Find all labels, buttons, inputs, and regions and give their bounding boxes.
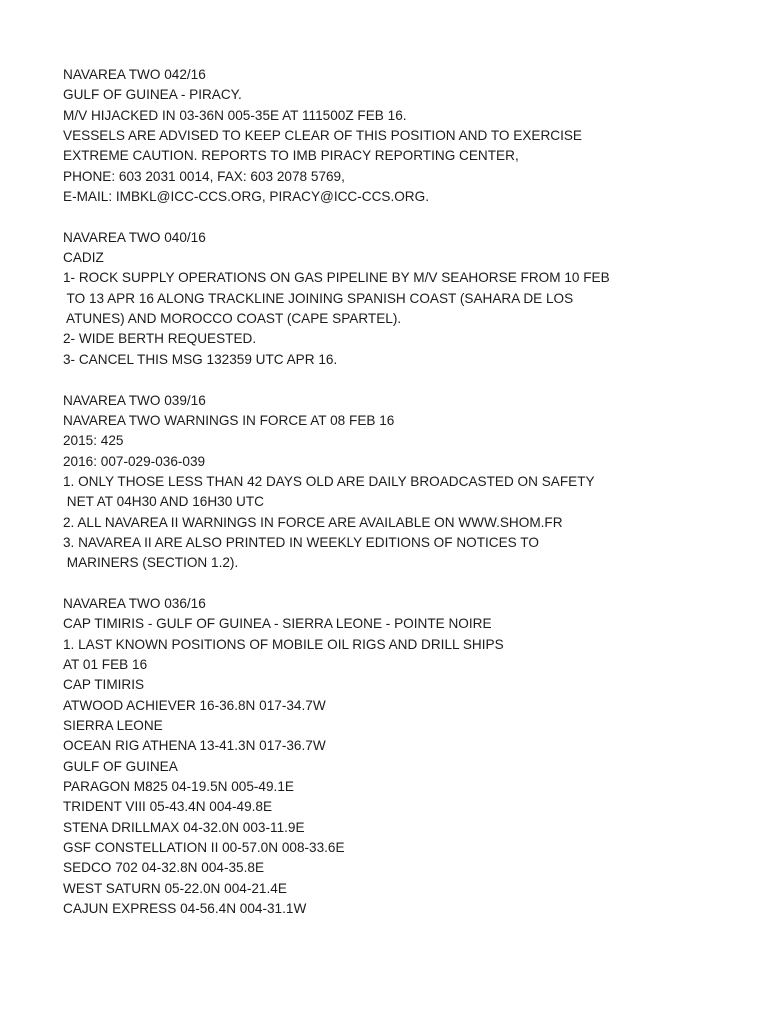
- rig-position: SEDCO 702 04-32.8N 004-35.8E: [63, 860, 265, 876]
- warning-text: 3- CANCEL THIS MSG 132359 UTC APR 16.: [63, 351, 338, 367]
- warning-text: ATUNES) AND MOROCCO COAST (CAPE SPARTEL).: [63, 311, 402, 327]
- warning-text: M/V HIJACKED IN 03-36N 005-35E AT 111500Z FEB 16.: [63, 107, 407, 123]
- warning-text: 2- WIDE BERTH REQUESTED.: [63, 331, 257, 347]
- warning-text: AT 01 FEB 16: [63, 656, 148, 672]
- rig-position: PARAGON M825 04-19.5N 005-49.1E: [63, 779, 294, 795]
- region-heading: CAP TIMIRIS: [63, 677, 145, 693]
- rig-position: ATWOOD ACHIEVER 16-36.8N 017-34.7W: [63, 697, 326, 713]
- warning-040-16: [63, 228, 753, 370]
- warning-area: NAVAREA TWO WARNINGS IN FORCE AT 08 FEB 16: [63, 412, 395, 428]
- warning-title: NAVAREA TWO 042/16: [63, 67, 206, 82]
- warning-title: NAVAREA TWO 040/16: [63, 229, 206, 245]
- warning-text: VESSELS ARE ADVISED TO KEEP CLEAR OF THIS POSITION AND TO EXERCISE: [63, 128, 583, 144]
- warning-area: GULF OF GUINEA - PIRACY.: [63, 87, 242, 103]
- warning-text: 2015: 425: [63, 433, 124, 449]
- warning-text: TO 13 APR 16 ALONG TRACKLINE JOINING SPANISH COAST (SAHARA DE LOS: [63, 290, 574, 306]
- warning-text: EXTREME CAUTION. REPORTS TO IMB PIRACY REPORTING CENTER,: [63, 148, 519, 164]
- warning-area: CAP TIMIRIS - GULF OF GUINEA - SIERRA LEONE - POINTE NOIRE: [63, 616, 492, 632]
- rig-position: CAJUN EXPRESS 04-56.4N 004-31.1W: [63, 901, 307, 917]
- warning-area: CADIZ: [63, 250, 104, 266]
- warning-text: 3. NAVAREA II ARE ALSO PRINTED IN WEEKLY EDITIONS OF NOTICES TO: [63, 534, 539, 550]
- warning-contact-phone: PHONE: 603 2031 0014, FAX: 603 2078 5769,: [63, 168, 345, 184]
- warning-text: 2. ALL NAVAREA II WARNINGS IN FORCE ARE AVAILABLE ON WWW.SHOM.FR: [63, 514, 563, 530]
- warning-text: MARINERS (SECTION 1.2).: [63, 555, 239, 571]
- warning-036-16: [63, 594, 753, 920]
- rig-position: GSF CONSTELLATION II 00-57.0N 008-33.6E: [63, 840, 345, 856]
- region-heading: GULF OF GUINEA: [63, 758, 178, 774]
- region-heading: SIERRA LEONE: [63, 718, 163, 733]
- document-page: [63, 65, 753, 940]
- rig-position: TRIDENT VIII 05-43.4N 004-49.8E: [63, 799, 273, 815]
- warning-text: 1. ONLY THOSE LESS THAN 42 DAYS OLD ARE DAILY BROADCASTED ON SAFETY: [63, 473, 595, 489]
- rig-position: WEST SATURN 05-22.0N 004-21.4E: [63, 880, 287, 896]
- warning-text: 1- ROCK SUPPLY OPERATIONS ON GAS PIPELINE BY M/V SEAHORSE FROM 10 FEB: [63, 270, 610, 286]
- warning-text: 2016: 007-029-036-039: [63, 453, 206, 469]
- rig-position: STENA DRILLMAX 04-32.0N 003-11.9E: [63, 819, 305, 835]
- warning-042-16: [63, 65, 753, 207]
- warning-039-16: [63, 391, 753, 574]
- rig-position: OCEAN RIG ATHENA 13-41.3N 017-36.7W: [63, 738, 326, 754]
- warning-text: 1. LAST KNOWN POSITIONS OF MOBILE OIL RIGS AND DRILL SHIPS: [63, 636, 504, 652]
- warning-contact-email: E-MAIL: IMBKL@ICC-CCS.ORG, PIRACY@ICC-CCS.ORG.: [63, 189, 429, 205]
- warning-title: NAVAREA TWO 039/16: [63, 392, 206, 408]
- warning-title: NAVAREA TWO 036/16: [63, 595, 206, 611]
- warning-text: NET AT 04H30 AND 16H30 UTC: [63, 494, 264, 510]
